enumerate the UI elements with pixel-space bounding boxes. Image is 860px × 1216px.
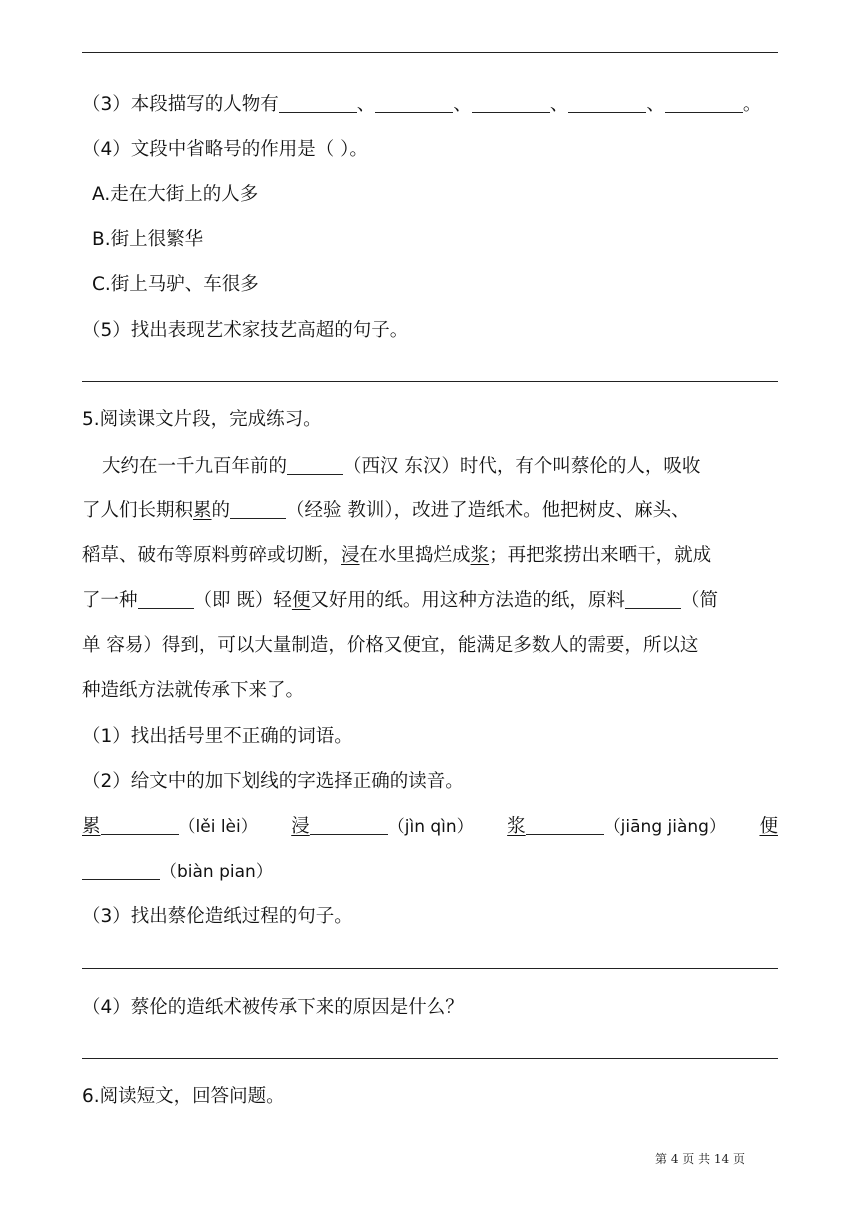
page-number: 第 4 页 共 14 页 bbox=[655, 1152, 745, 1166]
q4-sub5: （5）找出表现艺术家技艺高超的句子。 bbox=[82, 320, 409, 341]
answer-blank[interactable] bbox=[230, 500, 286, 519]
answer-line[interactable] bbox=[82, 1058, 778, 1059]
q4-option-c: C.街上马驴、车很多 bbox=[92, 274, 259, 295]
q5-sub2: （2）给文中的加下划线的字选择正确的读音。 bbox=[82, 771, 464, 792]
q4-option-a: A.走在大街上的人多 bbox=[92, 184, 259, 205]
pinyin-choice: （jìn qìn） bbox=[387, 817, 474, 837]
passage-line-2: 了人们长期积累的 （经验 教训），改进了造纸术。他把树皮、麻头、 bbox=[82, 500, 690, 521]
passage-line-3: 稻草、破布等原料剪碎或切断，浸在水里捣烂成浆；再把浆捞出来晒干，就成 bbox=[82, 545, 712, 566]
answer-blank[interactable] bbox=[82, 861, 160, 880]
answer-blank[interactable] bbox=[279, 94, 357, 113]
q6-title: 6.阅读短文，回答问题。 bbox=[82, 1086, 285, 1107]
underlined-char: 浆 bbox=[470, 545, 490, 566]
passage-line-1: 大约在一千九百年前的 （西汉 东汉）时代，有个叫蔡伦的人，吸收 bbox=[102, 456, 701, 477]
underlined-char: 浸 bbox=[291, 816, 310, 837]
underlined-char: 便 bbox=[291, 590, 311, 611]
answer-blank[interactable] bbox=[568, 94, 646, 113]
answer-blank[interactable] bbox=[472, 94, 550, 113]
pinyin-choice: （lěi lèi） bbox=[178, 817, 258, 837]
q5-sub1: （1）找出括号里不正确的词语。 bbox=[82, 726, 353, 747]
answer-line[interactable] bbox=[82, 968, 778, 969]
underlined-char: 累 bbox=[193, 500, 212, 521]
passage-line-6: 种造纸方法就传承下来了。 bbox=[82, 680, 305, 701]
underlined-char: 累 bbox=[82, 816, 101, 837]
answer-blank[interactable] bbox=[526, 816, 604, 835]
answer-blank[interactable] bbox=[138, 590, 194, 609]
underlined-char: 浸 bbox=[341, 545, 360, 566]
pinyin-choice: （biàn pian） bbox=[160, 862, 273, 882]
answer-blank[interactable] bbox=[625, 590, 681, 609]
answer-blank[interactable] bbox=[101, 816, 179, 835]
q4-sub4: （4）文段中省略号的作用是（ ）。 bbox=[82, 139, 368, 160]
q4-sub3: （3）本段描写的人物有 、 、 、 、 。 bbox=[82, 94, 762, 115]
pinyin-row bbox=[82, 814, 778, 840]
underlined-char: 浆 bbox=[507, 816, 526, 837]
answer-blank[interactable] bbox=[287, 456, 343, 475]
q5-sub3: （3）找出蔡伦造纸过程的句子。 bbox=[82, 906, 353, 927]
q5-sub4: （4）蔡伦的造纸术被传承下来的原因是什么？ bbox=[82, 997, 464, 1018]
pinyin-choice: （jiāng jiàng） bbox=[603, 817, 726, 837]
passage-line-5: 单 容易）得到，可以大量制造，价格又便宜，能满足多数人的需要，所以这 bbox=[82, 635, 699, 656]
underlined-char: 便 bbox=[759, 816, 778, 837]
answer-blank[interactable] bbox=[375, 94, 453, 113]
answer-blank[interactable] bbox=[310, 816, 388, 835]
q4-option-b: B.街上很繁华 bbox=[92, 229, 204, 250]
passage-line-4: 了一种 （即 既）轻便又好用的纸。用这种方法造的纸，原料 （简 bbox=[82, 590, 718, 611]
answer-line[interactable] bbox=[82, 381, 778, 382]
answer-blank[interactable] bbox=[665, 94, 743, 113]
pinyin-row-2 bbox=[82, 859, 273, 885]
top-answer-line bbox=[82, 52, 778, 53]
q5-title: 5.阅读课文片段，完成练习。 bbox=[82, 409, 322, 430]
